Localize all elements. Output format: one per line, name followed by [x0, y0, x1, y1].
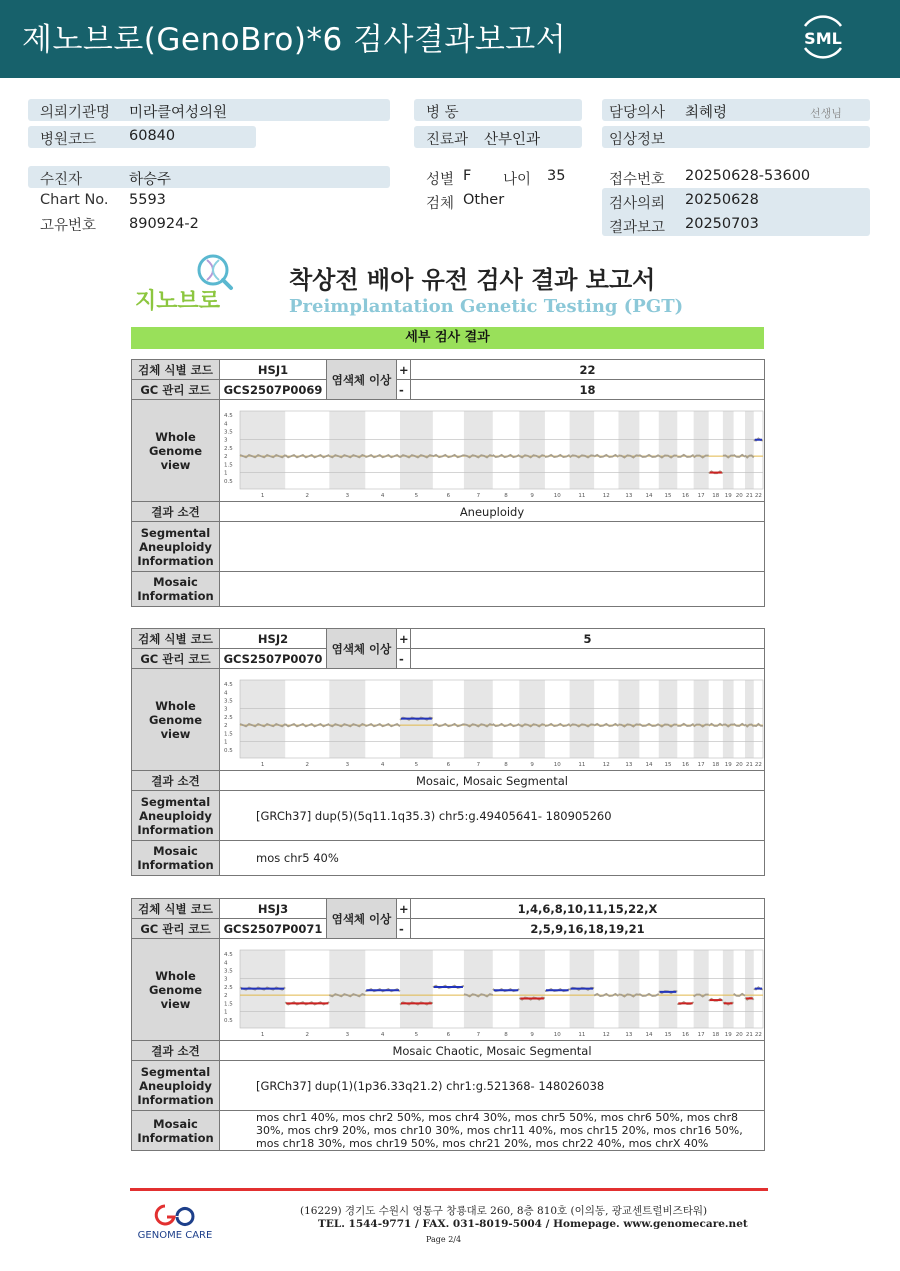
- copy-number-trace: [519, 455, 545, 457]
- gain-sign: +: [397, 360, 411, 380]
- chromosome-band: [694, 950, 709, 1028]
- loss-chromosomes: [411, 649, 765, 669]
- x-tick-label: 12: [602, 761, 610, 768]
- chromosome-band: [464, 411, 493, 489]
- y-tick-label: 4: [224, 420, 228, 427]
- request-date-label: 검사의뢰: [609, 196, 666, 212]
- x-tick-label: 7: [476, 761, 481, 768]
- chromosome-band: [694, 680, 709, 758]
- y-tick-label: 0.5: [224, 1017, 233, 1024]
- gain-chromosomes: 5: [411, 629, 765, 649]
- report-header-bar: [0, 0, 900, 78]
- copy-number-trace: [594, 723, 618, 725]
- request-date-value: 20250628: [685, 192, 759, 208]
- chromosome-band: [240, 680, 285, 758]
- copy-number-trace: [365, 724, 400, 726]
- age-value: 35: [547, 168, 566, 184]
- plot-frame: [240, 411, 763, 489]
- x-tick-label: 4: [380, 761, 385, 768]
- gain-chromosomes: 1,4,6,8,10,11,15,22,X: [411, 899, 765, 919]
- x-tick-label: 1: [260, 492, 265, 499]
- x-tick-label: 16: [681, 492, 689, 499]
- chromosome-band: [570, 411, 595, 489]
- x-tick-label: 9: [530, 492, 534, 499]
- x-tick-label: 8: [504, 761, 508, 768]
- chromosome-band: [659, 950, 678, 1028]
- loss-sign: -: [397, 380, 411, 400]
- y-tick-label: 1: [224, 1009, 228, 1016]
- x-tick-label: 12: [602, 492, 610, 499]
- chromosome-band: [723, 411, 734, 489]
- y-tick-label: 1.5: [224, 1000, 233, 1007]
- institution-label: 의뢰기관명: [40, 105, 111, 121]
- doctor-suffix: 선생님: [810, 107, 842, 120]
- y-tick-label: 2.5: [224, 714, 233, 721]
- chromosome-band: [329, 950, 365, 1028]
- gc-code-label: GC 관리 코드: [132, 380, 220, 400]
- genome-plot: [220, 401, 765, 501]
- y-tick-label: 4.5: [224, 681, 233, 688]
- genome-plot: [220, 940, 765, 1040]
- sex-value: F: [463, 168, 472, 184]
- x-tick-label: 1: [260, 761, 265, 768]
- chromosome-band: [570, 680, 595, 758]
- y-tick-label: 3.5: [224, 968, 233, 975]
- gc-code-value: GCS2507P0071: [220, 919, 327, 939]
- x-tick-label: 6: [446, 1031, 451, 1038]
- x-tick-label: 5: [414, 1031, 419, 1038]
- patient-value: 하승주: [129, 172, 172, 188]
- genobro-logo-text: 지노브로: [135, 289, 221, 314]
- x-tick-label: 20: [735, 761, 743, 768]
- gain-sign: +: [397, 629, 411, 649]
- chromosome-band: [745, 950, 754, 1028]
- x-tick-label: 9: [530, 1031, 534, 1038]
- chromosome-band: [618, 680, 639, 758]
- genome-care-logo: [127, 1200, 223, 1242]
- result-finding-value: Mosaic Chaotic, Mosaic Segmental: [220, 1041, 765, 1061]
- patient-label: 수진자: [40, 172, 83, 188]
- x-tick-label: 8: [504, 492, 508, 499]
- whole-genome-view: [220, 400, 765, 502]
- sml-logo-text: SML: [804, 29, 842, 48]
- x-tick-label: 14: [645, 1031, 653, 1038]
- chromosome-band: [329, 411, 365, 489]
- x-tick-label: 22: [754, 761, 762, 768]
- x-tick-label: 12: [602, 1031, 610, 1038]
- x-tick-label: 16: [681, 1031, 689, 1038]
- chromosome-band: [659, 411, 678, 489]
- sample-id-value: HSJ1: [220, 360, 327, 380]
- y-tick-label: 2: [224, 992, 228, 999]
- y-tick-label: 0.5: [224, 747, 233, 754]
- x-tick-label: 6: [446, 492, 451, 499]
- receipt-no-value: 20250628-53600: [685, 168, 811, 184]
- whole-genome-label: Whole Genome view: [132, 939, 220, 1041]
- chromosome-band: [400, 950, 433, 1028]
- footer-divider: [130, 1188, 768, 1191]
- copy-number-trace: [594, 993, 618, 995]
- x-tick-label: 17: [697, 761, 705, 768]
- y-tick-label: 2: [224, 453, 228, 460]
- copy-number-trace: [285, 455, 329, 457]
- footer-address: (16229) 경기도 수원시 영통구 창룡대로 260, 8층 810호 (이의동, 광교센트럴비즈타워): [300, 1205, 708, 1217]
- result-finding-label: 결과 소견: [132, 502, 220, 522]
- chromosome-band: [240, 411, 285, 489]
- mosaic-value: [220, 572, 765, 607]
- pgt-title-korean: 착상전 배아 유전 검사 결과 보고서: [289, 266, 656, 294]
- result-finding-label: 결과 소견: [132, 771, 220, 791]
- sample-result-table: [131, 359, 765, 607]
- segmental-label: Segmental Aneuploidy Information: [132, 791, 220, 841]
- chart-no-value: 5593: [129, 192, 166, 208]
- x-tick-label: 15: [664, 761, 672, 768]
- x-tick-label: 14: [645, 761, 653, 768]
- y-tick-label: 3.5: [224, 429, 233, 436]
- chromosome-band: [400, 411, 433, 489]
- x-tick-label: 4: [380, 1031, 385, 1038]
- chromosome-abnormality-label: 염색체 이상: [327, 899, 397, 939]
- genome-plot: [220, 670, 765, 770]
- x-tick-label: 2: [305, 1031, 310, 1038]
- chromosome-band: [329, 680, 365, 758]
- x-tick-label: 7: [476, 492, 481, 499]
- segmental-value: [220, 522, 765, 572]
- y-tick-label: 4: [224, 689, 228, 696]
- section-title: 세부 검사 결과: [131, 327, 764, 349]
- report-date-value: 20250703: [685, 216, 759, 232]
- copy-number-trace: [594, 454, 618, 456]
- copy-number-trace: [545, 454, 570, 456]
- x-tick-label: 21: [745, 761, 753, 768]
- chromosome-band: [464, 680, 493, 758]
- whole-genome-label: Whole Genome view: [132, 669, 220, 771]
- y-tick-label: 4: [224, 959, 228, 966]
- chromosome-band: [659, 680, 678, 758]
- x-tick-label: 13: [625, 1031, 633, 1038]
- x-tick-label: 2: [305, 492, 310, 499]
- sample-id-label: 검체 식별 코드: [132, 360, 220, 380]
- page-number: Page 2/4: [426, 1235, 462, 1244]
- result-finding-label: 결과 소견: [132, 1041, 220, 1061]
- chart-no-label: Chart No.: [40, 192, 109, 208]
- copy-number-trace: [365, 455, 400, 457]
- unique-id-label: 고유번호: [40, 218, 97, 234]
- y-tick-label: 2: [224, 722, 228, 729]
- chromosome-band: [618, 950, 639, 1028]
- copy-number-trace: [734, 454, 745, 456]
- sml-logo: [797, 14, 849, 60]
- x-tick-label: 17: [697, 492, 705, 499]
- x-tick-label: 3: [345, 492, 350, 499]
- copy-number-trace: [493, 454, 520, 456]
- clinical-info-label: 임상정보: [609, 132, 666, 148]
- y-tick-label: 2.5: [224, 445, 233, 452]
- x-tick-label: 5: [414, 492, 419, 499]
- x-tick-label: 6: [446, 761, 451, 768]
- x-tick-label: 22: [754, 492, 762, 499]
- loss-sign: -: [397, 649, 411, 669]
- gc-code-label: GC 관리 코드: [132, 649, 220, 669]
- copy-number-trace: [493, 723, 520, 725]
- y-tick-label: 4.5: [224, 951, 233, 958]
- x-tick-label: 11: [578, 761, 586, 768]
- chromosome-abnormality-label: 염색체 이상: [327, 629, 397, 669]
- x-tick-label: 18: [712, 1031, 720, 1038]
- segmental-value: [GRCh37] dup(5)(5q11.1q35.3) chr5:g.49405641- 180905260: [220, 791, 765, 841]
- info-bar-patient: [28, 166, 390, 188]
- footer-contact: TEL. 1544-9771 / FAX. 031-8019-5004 / Homepage. www.genomecare.net: [318, 1218, 748, 1230]
- mosaic-label: Mosaic Information: [132, 572, 220, 607]
- copy-number-trace: [285, 724, 329, 726]
- sample-id-value: HSJ2: [220, 629, 327, 649]
- sample-id-label: 검체 식별 코드: [132, 629, 220, 649]
- report-title: 제노브로(GenoBro)*6 검사결과보고서: [22, 22, 567, 58]
- copy-number-trace: [754, 723, 763, 725]
- segmental-label: Segmental Aneuploidy Information: [132, 1061, 220, 1111]
- x-tick-label: 10: [553, 761, 561, 768]
- chromosome-band: [618, 411, 639, 489]
- x-tick-label: 4: [380, 492, 385, 499]
- x-tick-label: 1: [260, 1031, 265, 1038]
- segmental-value: [GRCh37] dup(1)(1p36.33q21.2) chr1:g.521368- 148026038: [220, 1061, 765, 1111]
- age-label: 나이: [503, 172, 532, 188]
- x-tick-label: 5: [414, 761, 419, 768]
- loss-chromosomes: 18: [411, 380, 765, 400]
- department-label: 진료과: [426, 132, 469, 148]
- x-tick-label: 14: [645, 492, 653, 499]
- x-tick-label: 19: [724, 761, 732, 768]
- x-tick-label: 15: [664, 492, 672, 499]
- chromosome-band: [519, 411, 545, 489]
- sex-label: 성별: [426, 172, 455, 188]
- x-tick-label: 8: [504, 1031, 508, 1038]
- x-tick-label: 3: [345, 1031, 350, 1038]
- gc-code-value: GCS2507P0070: [220, 649, 327, 669]
- x-tick-label: 10: [553, 1031, 561, 1038]
- x-tick-label: 20: [735, 1031, 743, 1038]
- chromosome-band: [464, 950, 493, 1028]
- x-tick-label: 7: [476, 1031, 481, 1038]
- chromosome-band: [694, 411, 709, 489]
- chromosome-band: [723, 950, 734, 1028]
- gain-sign: +: [397, 899, 411, 919]
- x-tick-label: 13: [625, 492, 633, 499]
- chromosome-abnormality-label: 염색체 이상: [327, 360, 397, 400]
- specimen-label: 검체: [426, 196, 455, 212]
- y-tick-label: 1: [224, 739, 228, 746]
- ward-label: 병 동: [426, 105, 459, 121]
- department-value: 산부인과: [484, 132, 541, 148]
- hospital-code-label: 병원코드: [40, 132, 97, 148]
- mosaic-label: Mosaic Information: [132, 841, 220, 876]
- y-tick-label: 1.5: [224, 461, 233, 468]
- loss-sign: -: [397, 919, 411, 939]
- specimen-value: Other: [463, 192, 505, 208]
- genobro-logo: [133, 252, 248, 314]
- x-tick-label: 19: [724, 1031, 732, 1038]
- x-tick-label: 10: [553, 492, 561, 499]
- chromosome-band: [745, 411, 754, 489]
- receipt-no-label: 접수번호: [609, 172, 666, 188]
- x-tick-label: 16: [681, 761, 689, 768]
- y-tick-label: 0.5: [224, 478, 233, 485]
- genome-care-logo-text: GENOME CARE: [137, 1230, 213, 1241]
- segmental-label: Segmental Aneuploidy Information: [132, 522, 220, 572]
- y-tick-label: 2.5: [224, 984, 233, 991]
- result-finding-value: Mosaic, Mosaic Segmental: [220, 771, 765, 791]
- sample-id-label: 검체 식별 코드: [132, 899, 220, 919]
- x-tick-label: 13: [625, 761, 633, 768]
- y-tick-label: 4.5: [224, 412, 233, 419]
- copy-number-trace: [545, 723, 570, 725]
- x-tick-label: 18: [712, 492, 720, 499]
- sample-result-table: [131, 628, 765, 876]
- doctor-label: 담당의사: [609, 105, 666, 121]
- y-tick-label: 3: [224, 976, 228, 983]
- sample-id-value: HSJ3: [220, 899, 327, 919]
- x-tick-label: 11: [578, 1031, 586, 1038]
- chromosome-band: [745, 680, 754, 758]
- doctor-value: 최혜령: [685, 105, 728, 121]
- whole-genome-view: [220, 669, 765, 771]
- chromosome-band: [723, 680, 734, 758]
- x-tick-label: 21: [745, 1031, 753, 1038]
- x-tick-label: 21: [745, 492, 753, 499]
- y-tick-label: 3.5: [224, 698, 233, 705]
- plot-frame: [240, 680, 763, 758]
- result-finding-value: Aneuploidy: [220, 502, 765, 522]
- y-tick-label: 1: [224, 470, 228, 477]
- y-tick-label: 1.5: [224, 730, 233, 737]
- y-tick-label: 3: [224, 706, 228, 713]
- mosaic-label: Mosaic Information: [132, 1111, 220, 1151]
- x-tick-label: 18: [712, 761, 720, 768]
- pgt-title-english: Preimplantation Genetic Testing (PGT): [289, 296, 684, 317]
- whole-genome-label: Whole Genome view: [132, 400, 220, 502]
- mosaic-value: mos chr5 40%: [220, 841, 765, 876]
- institution-value: 미라클여성의원: [129, 105, 228, 121]
- x-tick-label: 22: [754, 1031, 762, 1038]
- x-tick-label: 15: [664, 1031, 672, 1038]
- x-tick-label: 3: [345, 761, 350, 768]
- gc-code-value: GCS2507P0069: [220, 380, 327, 400]
- x-tick-label: 9: [530, 761, 534, 768]
- x-tick-label: 19: [724, 492, 732, 499]
- sample-result-table: [131, 898, 765, 1151]
- hospital-code-value: 60840: [129, 128, 176, 144]
- whole-genome-view: [220, 939, 765, 1041]
- x-tick-label: 2: [305, 761, 310, 768]
- gain-chromosomes: 22: [411, 360, 765, 380]
- x-tick-label: 20: [735, 492, 743, 499]
- x-tick-label: 17: [697, 1031, 705, 1038]
- copy-number-trace: [519, 724, 545, 726]
- gc-code-label: GC 관리 코드: [132, 919, 220, 939]
- y-tick-label: 3: [224, 437, 228, 444]
- loss-chromosomes: 2,5,9,16,18,19,21: [411, 919, 765, 939]
- chromosome-band: [519, 950, 545, 1028]
- unique-id-value: 890924-2: [129, 216, 199, 232]
- report-date-label: 결과보고: [609, 220, 666, 236]
- chromosome-band: [519, 680, 545, 758]
- copy-number-trace: [734, 993, 745, 995]
- x-tick-label: 11: [578, 492, 586, 499]
- mosaic-value: mos chr1 40%, mos chr2 50%, mos chr4 30%, mos chr5 50%, mos chr6 50%, mos chr8 30%, mos chr9 20%, mos chr10 30%, mos chr11 40%, mos chr15 20%, mos chr16 50%, mos chr18 30%, mos chr19 50%, mos chr21 20%, mos chr22 40%, mos chrX 40%: [220, 1111, 765, 1151]
- copy-number-trace: [734, 723, 745, 725]
